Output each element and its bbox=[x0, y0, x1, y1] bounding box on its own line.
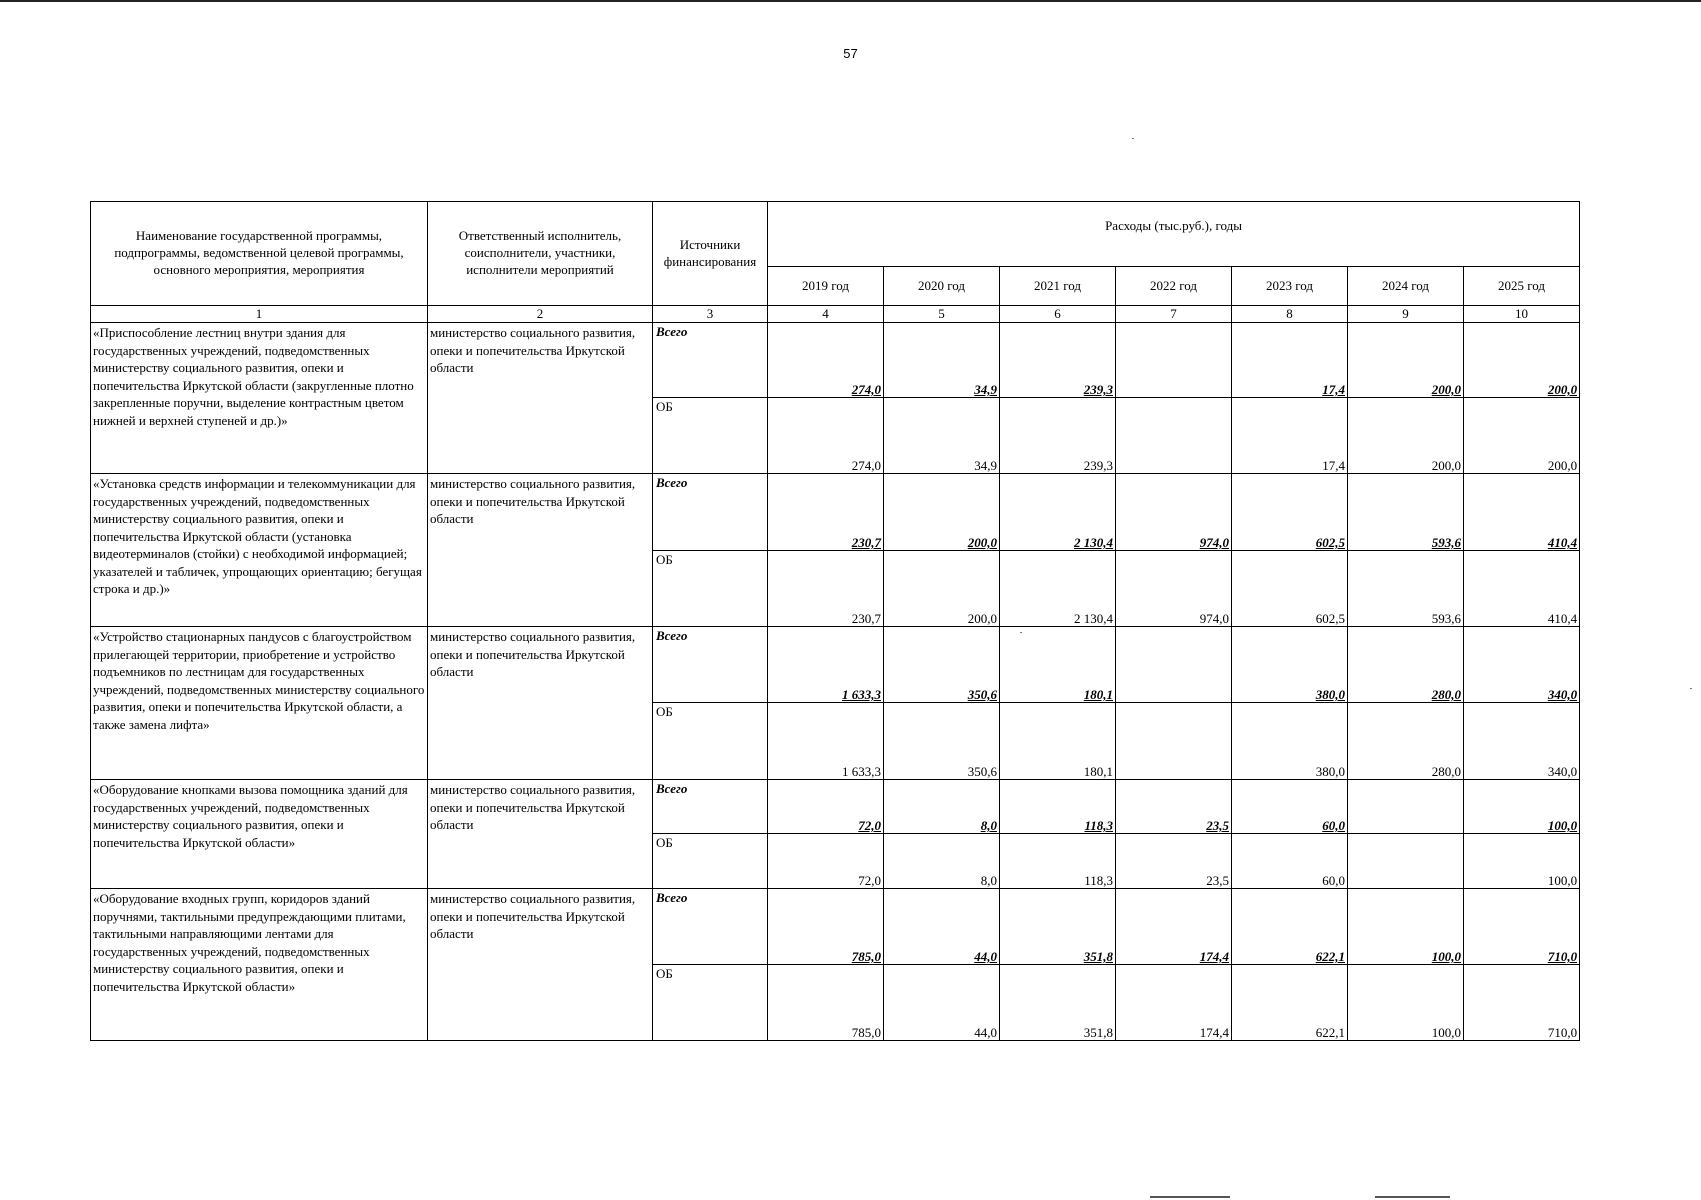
source-ob-label: ОБ bbox=[653, 834, 768, 889]
total-value: 100,0 bbox=[1464, 780, 1580, 834]
ob-value: 72,0 bbox=[768, 834, 884, 889]
ob-value: 118,3 bbox=[1000, 834, 1116, 889]
total-value: 200,0 bbox=[884, 474, 1000, 551]
activity-name: «Устройство стационарных пандусов с благоустройством прилегающей территории, приобретение и устройство подъемников по лестницам для государственных учреждений, подведомственных министерству социального развития, опеки и попечительства Иркутской области, а также замена лифта» bbox=[91, 627, 428, 780]
header-year: 2025 год bbox=[1464, 267, 1580, 306]
header-year: 2020 год bbox=[884, 267, 1000, 306]
ob-value: 200,0 bbox=[1464, 398, 1580, 474]
total-value: 72,0 bbox=[768, 780, 884, 834]
scan-speck bbox=[1132, 138, 1134, 139]
activity-executor: министерство социального развития, опеки и попечительства Иркутской области bbox=[428, 889, 653, 1041]
budget-table bbox=[90, 201, 1580, 1041]
ob-value: 34,9 bbox=[884, 398, 1000, 474]
ob-value: 710,0 bbox=[1464, 965, 1580, 1041]
ob-value: 200,0 bbox=[1348, 398, 1464, 474]
total-value bbox=[1116, 627, 1232, 703]
column-number: 4 bbox=[768, 306, 884, 323]
header-year: 2024 год bbox=[1348, 267, 1464, 306]
total-value: 60,0 bbox=[1232, 780, 1348, 834]
total-value: 200,0 bbox=[1348, 323, 1464, 398]
ob-value: 2 130,4 bbox=[1000, 551, 1116, 627]
ob-value bbox=[1116, 398, 1232, 474]
total-value: 118,3 bbox=[1000, 780, 1116, 834]
total-value: 1 633,3 bbox=[768, 627, 884, 703]
column-number: 8 bbox=[1232, 306, 1348, 323]
activity-executor: министерство социального развития, опеки и попечительства Иркутской области bbox=[428, 627, 653, 780]
ob-value: 17,4 bbox=[1232, 398, 1348, 474]
activity-executor: министерство социального развития, опеки и попечительства Иркутской области bbox=[428, 323, 653, 474]
ob-value: 280,0 bbox=[1348, 703, 1464, 780]
header-expenses: Расходы (тыс.руб.), годы bbox=[768, 202, 1580, 267]
header-year: 2021 год bbox=[1000, 267, 1116, 306]
header-program-name: Наименование государственной программы, подпрограммы, ведомственной целевой программы, основного мероприятия, мероприятия bbox=[91, 202, 428, 306]
total-value: 200,0 bbox=[1464, 323, 1580, 398]
ob-value: 1 633,3 bbox=[768, 703, 884, 780]
total-value: 230,7 bbox=[768, 474, 884, 551]
ob-value: 174,4 bbox=[1116, 965, 1232, 1041]
total-value: 622,1 bbox=[1232, 889, 1348, 965]
source-total-label: Всего bbox=[653, 474, 768, 551]
column-number: 6 bbox=[1000, 306, 1116, 323]
total-value: 785,0 bbox=[768, 889, 884, 965]
ob-value: 239,3 bbox=[1000, 398, 1116, 474]
total-value: 34,9 bbox=[884, 323, 1000, 398]
ob-value: 23,5 bbox=[1116, 834, 1232, 889]
total-value bbox=[1116, 323, 1232, 398]
header-executor: Ответственный исполнитель, соисполнители, участники, исполнители мероприятий bbox=[428, 202, 653, 306]
ob-value: 380,0 bbox=[1232, 703, 1348, 780]
ob-value: 602,5 bbox=[1232, 551, 1348, 627]
ob-value: 230,7 bbox=[768, 551, 884, 627]
activity-name: «Установка средств информации и телекоммуникации для государственных учреждений, подведомственных министерству социального развития, опеки и попечительства Иркутской области (установка видеотерминалов (стойки) с необходимой информацией; указателей и табличек, упрощающих ориентацию; бегущая строка и др.)» bbox=[91, 474, 428, 627]
header-funding-source: Источники финансирования bbox=[653, 202, 768, 306]
source-ob-label: ОБ bbox=[653, 703, 768, 780]
ob-value: 785,0 bbox=[768, 965, 884, 1041]
table-row-total bbox=[91, 627, 1580, 703]
column-number: 2 bbox=[428, 306, 653, 323]
ob-value bbox=[1348, 834, 1464, 889]
scan-edge-bottom bbox=[1375, 1196, 1450, 1198]
total-value: 410,4 bbox=[1464, 474, 1580, 551]
ob-value: 200,0 bbox=[884, 551, 1000, 627]
header-year: 2023 год bbox=[1232, 267, 1348, 306]
total-value: 340,0 bbox=[1464, 627, 1580, 703]
source-total-label: Всего bbox=[653, 627, 768, 703]
total-value: 174,4 bbox=[1116, 889, 1232, 965]
ob-value: 274,0 bbox=[768, 398, 884, 474]
column-number: 1 bbox=[91, 306, 428, 323]
total-value: 2 130,4 bbox=[1000, 474, 1116, 551]
scan-edge-top bbox=[0, 0, 1701, 2]
column-number: 5 bbox=[884, 306, 1000, 323]
total-value: 239,3 bbox=[1000, 323, 1116, 398]
ob-value: 100,0 bbox=[1348, 965, 1464, 1041]
column-number: 3 bbox=[653, 306, 768, 323]
total-value: 280,0 bbox=[1348, 627, 1464, 703]
total-value: 351,8 bbox=[1000, 889, 1116, 965]
total-value: 974,0 bbox=[1116, 474, 1232, 551]
source-ob-label: ОБ bbox=[653, 965, 768, 1041]
ob-value bbox=[1116, 703, 1232, 780]
header-year: 2022 год bbox=[1116, 267, 1232, 306]
source-total-label: Всего bbox=[653, 323, 768, 398]
scan-edge-bottom bbox=[1150, 1196, 1230, 1198]
ob-value: 593,6 bbox=[1348, 551, 1464, 627]
activity-name: «Приспособление лестниц внутри здания для государственных учреждений, подведомственных министерству социального развития, опеки и попечительства Иркутской области (закругленные плотно закрепленные поручни, выделение контрастным цветом нижней и верхней ступеней и др.)» bbox=[91, 323, 428, 474]
source-total-label: Всего bbox=[653, 889, 768, 965]
total-value: 602,5 bbox=[1232, 474, 1348, 551]
table-row-total bbox=[91, 323, 1580, 398]
activity-executor: министерство социального развития, опеки и попечительства Иркутской области bbox=[428, 474, 653, 627]
activity-executor: министерство социального развития, опеки и попечительства Иркутской области bbox=[428, 780, 653, 889]
scan-speck bbox=[1690, 688, 1692, 689]
total-value: 100,0 bbox=[1348, 889, 1464, 965]
header-year: 2019 год bbox=[768, 267, 884, 306]
total-value: 380,0 bbox=[1232, 627, 1348, 703]
ob-value: 8,0 bbox=[884, 834, 1000, 889]
total-value: 17,4 bbox=[1232, 323, 1348, 398]
ob-value: 622,1 bbox=[1232, 965, 1348, 1041]
ob-value: 350,6 bbox=[884, 703, 1000, 780]
table-row-total bbox=[91, 889, 1580, 965]
total-value: 593,6 bbox=[1348, 474, 1464, 551]
ob-value: 410,4 bbox=[1464, 551, 1580, 627]
column-number: 7 bbox=[1116, 306, 1232, 323]
source-total-label: Всего bbox=[653, 780, 768, 834]
page-number: 57 bbox=[843, 46, 858, 61]
total-value: 180,1 bbox=[1000, 627, 1116, 703]
total-value bbox=[1348, 780, 1464, 834]
total-value: 274,0 bbox=[768, 323, 884, 398]
total-value: 710,0 bbox=[1464, 889, 1580, 965]
total-value: 8,0 bbox=[884, 780, 1000, 834]
activity-name: «Оборудование входных групп, коридоров зданий поручнями, тактильными предупреждающими плитами, тактильными направляющими лентами для государственных учреждений, подведомственных министерству социального развития, опеки и попечительства Иркутской области» bbox=[91, 889, 428, 1041]
table-row-total bbox=[91, 780, 1580, 834]
total-value: 23,5 bbox=[1116, 780, 1232, 834]
table-row-total bbox=[91, 474, 1580, 551]
source-ob-label: ОБ bbox=[653, 398, 768, 474]
activity-name: «Оборудование кнопками вызова помощника зданий для государственных учреждений, подведомственных министерству социального развития, опеки и попечительства Иркутской области» bbox=[91, 780, 428, 889]
total-value: 44,0 bbox=[884, 889, 1000, 965]
ob-value: 180,1 bbox=[1000, 703, 1116, 780]
column-number: 9 bbox=[1348, 306, 1464, 323]
source-ob-label: ОБ bbox=[653, 551, 768, 627]
ob-value: 60,0 bbox=[1232, 834, 1348, 889]
ob-value: 44,0 bbox=[884, 965, 1000, 1041]
total-value: 350,6 bbox=[884, 627, 1000, 703]
ob-value: 351,8 bbox=[1000, 965, 1116, 1041]
ob-value: 340,0 bbox=[1464, 703, 1580, 780]
ob-value: 974,0 bbox=[1116, 551, 1232, 627]
ob-value: 100,0 bbox=[1464, 834, 1580, 889]
column-number: 10 bbox=[1464, 306, 1580, 323]
